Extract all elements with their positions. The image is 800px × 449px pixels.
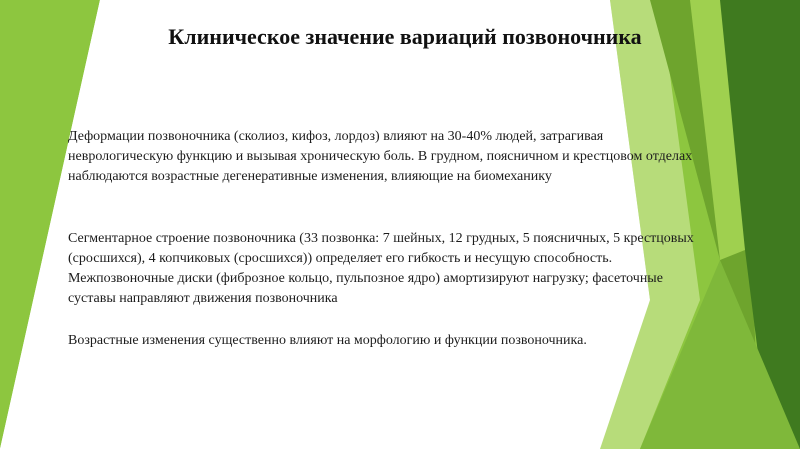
paragraph-deformations: Деформации позвоночника (сколиоз, кифоз, лордоз) влияют на 30-40% людей, затрагивая неврологическую функцию и вызывая хроническую боль. В грудном, поясничном и крестцовом отделах наблюдаются возрастные дегенеративные изменения, влияющие на биомеханику bbox=[68, 129, 693, 184]
paragraph-segmental-structure: Сегментарное строение позвоночника (33 позвонка: 7 шейных, 12 грудных, 5 поясничных, 5 крестцовых (сросшихся), 4 копчиковых (сросшихся)) определяет его гибкость и несущую способность. Межпозвоночные диски (фиброзное кольцо, пульпозное ядро) амортизируют нагрузку; фасеточные суставы направляют движения позвоночника bbox=[68, 231, 694, 306]
paragraph-age-changes: Возрастные изменения существенно влияют на морфологию и функции позвоночника. bbox=[68, 333, 587, 348]
slide-title: Клиническое значение вариаций позвоночника bbox=[168, 24, 642, 49]
